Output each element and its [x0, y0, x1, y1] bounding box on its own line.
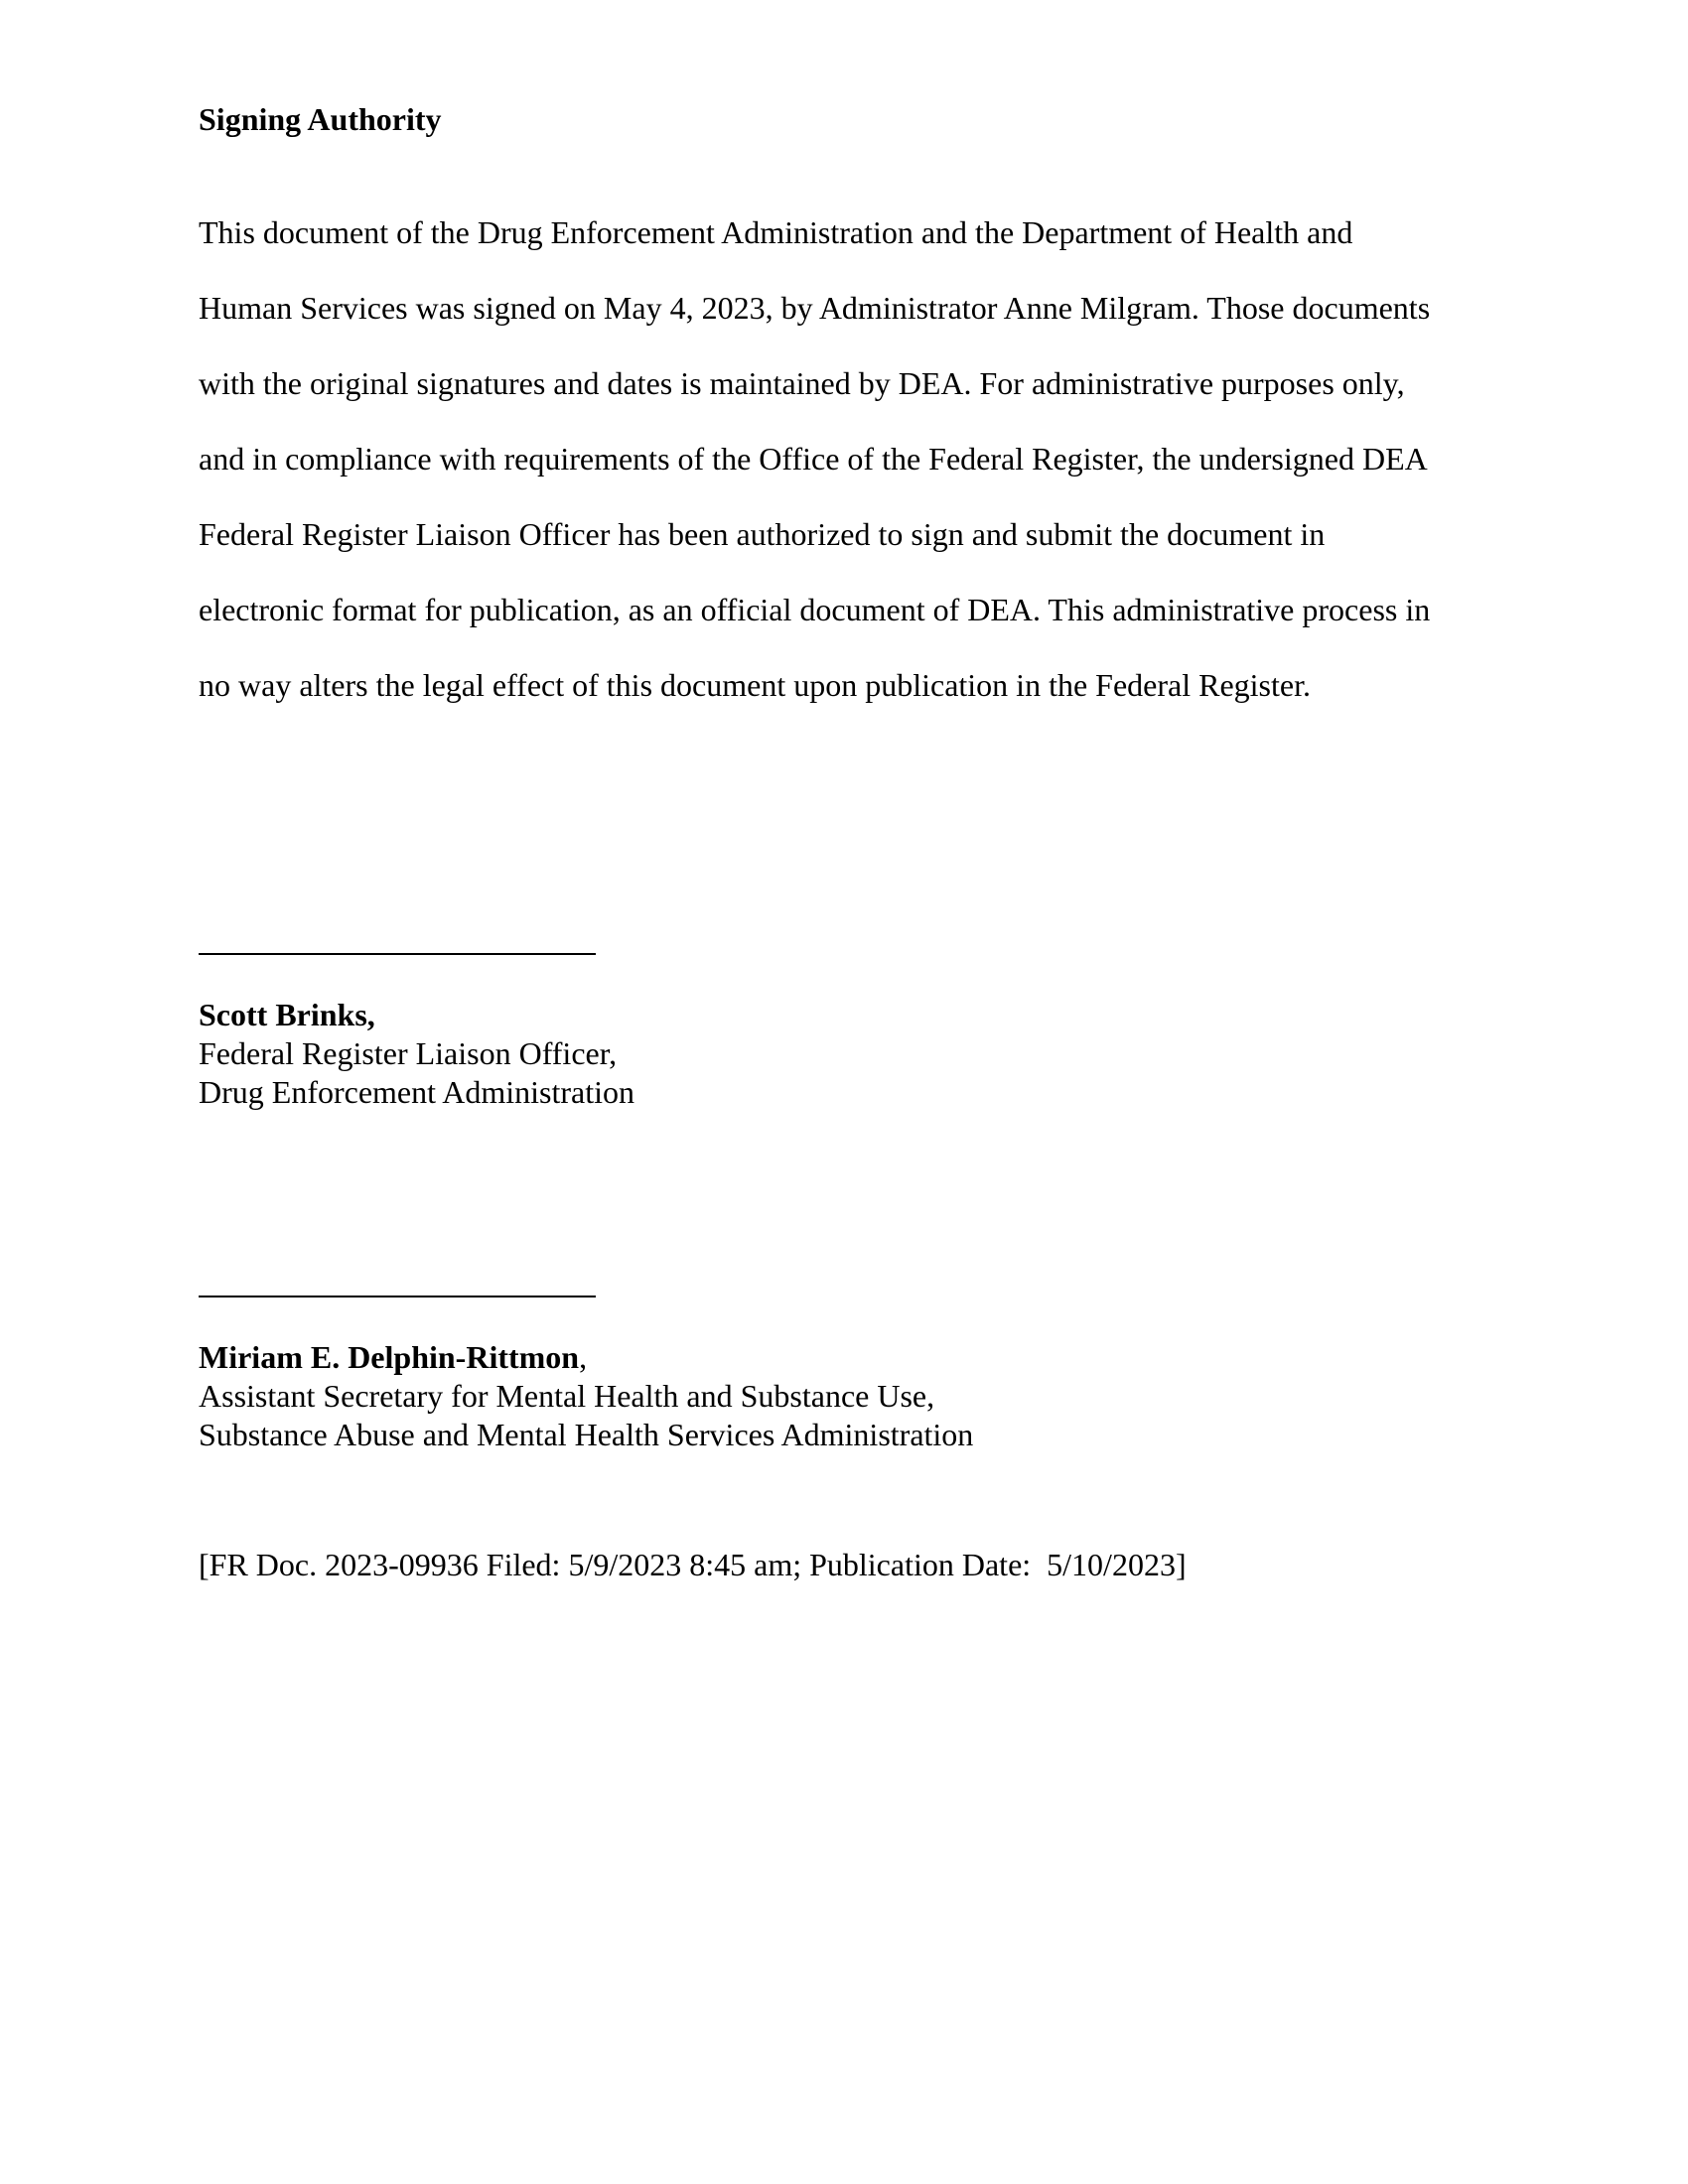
paragraph-line: Federal Register Liaison Officer has been authorized to sign and submit the document in — [199, 516, 1326, 552]
fr-doc-citation: [FR Doc. 2023-09936 Filed: 5/9/2023 8:45 am; Publication Date: 5/10/2023] — [199, 1547, 1187, 1582]
signature-line — [199, 1296, 596, 1297]
signature-line — [199, 953, 596, 955]
paragraph-line: electronic format for publication, as an official document of DEA. This administrative process in — [199, 592, 1431, 627]
signing-authority-paragraph — [199, 195, 1509, 723]
signatory-title: Federal Register Liaison Officer, — [199, 1035, 618, 1071]
paragraph-line: with the original signatures and dates is maintained by DEA. For administrative purposes only, — [199, 365, 1405, 401]
signature-block — [199, 1338, 973, 1454]
paragraph-line: This document of the Drug Enforcement Administration and the Department of Health and — [199, 214, 1353, 250]
paragraph-line: and in compliance with requirements of the Office of the Federal Register, the undersigned DEA — [199, 441, 1428, 477]
signatory-name: Miriam E. Delphin-Rittmon — [199, 1339, 580, 1375]
signature-block — [199, 996, 634, 1112]
signatory-organization: Drug Enforcement Administration — [199, 1074, 635, 1110]
signatory-title: Assistant Secretary for Mental Health and Substance Use, — [199, 1378, 935, 1414]
section-heading: Signing Authority — [199, 101, 442, 137]
paragraph-line: Human Services was signed on May 4, 2023, by Administrator Anne Milgram. Those documents — [199, 290, 1431, 326]
signatory-organization: Substance Abuse and Mental Health Services Administration — [199, 1417, 974, 1452]
signatory-name: Scott Brinks, — [199, 997, 375, 1032]
paragraph-line: no way alters the legal effect of this document upon publication in the Federal Register. — [199, 667, 1311, 703]
signatory-name-suffix: , — [579, 1339, 588, 1375]
